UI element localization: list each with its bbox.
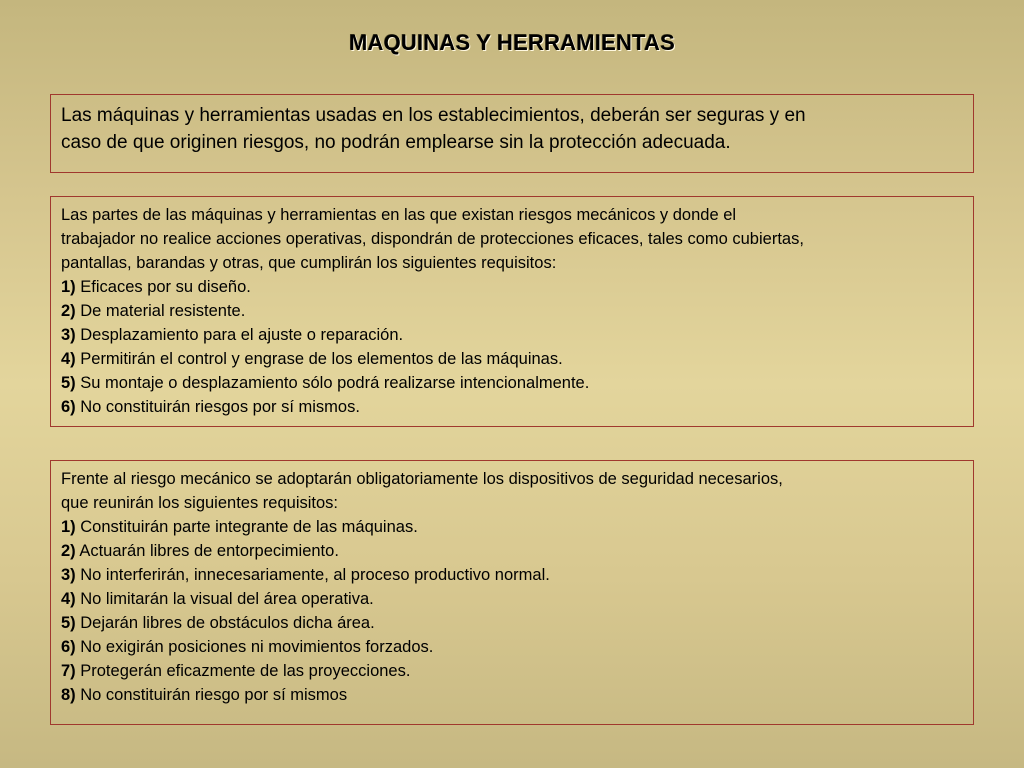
requirement-number: 2) (61, 302, 76, 320)
safety-devices-box (50, 460, 974, 725)
safety-requirement-text: Constituirán parte integrante de las máquinas. (75, 518, 418, 536)
requirement-number: 5) (61, 374, 76, 392)
safety-requirement-item (61, 587, 963, 611)
safety-requirement-number: 4) (61, 590, 76, 608)
intro-line: caso de que originen riesgos, no podrán emplearse sin la protección adecuada. (61, 132, 731, 153)
requirement-item (61, 275, 963, 299)
safety-requirement-item (61, 611, 963, 635)
requirement-item (61, 371, 963, 395)
requirement-text: No constituirán riesgos por sí mismos. (75, 398, 360, 416)
safety-requirement-text: No interferirán, innecesariamente, al proceso productivo normal. (75, 566, 550, 584)
safety-requirement-number: 6) (61, 638, 76, 656)
protections-intro-line: Las partes de las máquinas y herramientas en las que existan riesgos mecánicos y donde el (61, 206, 737, 224)
protections-box (50, 196, 974, 427)
requirement-text: De material resistente. (75, 302, 246, 320)
safety-requirement-item (61, 539, 963, 563)
safety-requirement-number: 2) (61, 542, 76, 560)
safety-requirement-item (61, 659, 963, 683)
requirement-number: 1) (61, 278, 76, 296)
safety-requirement-number: 1) (61, 518, 76, 536)
safety-intro-line: que reunirán los siguientes requisitos: (61, 494, 338, 512)
requirement-number: 4) (61, 350, 76, 368)
safety-requirement-number: 8) (61, 686, 76, 704)
requirement-item (61, 347, 963, 371)
safety-requirement-item (61, 515, 963, 539)
requirement-number: 6) (61, 398, 76, 416)
safety-requirement-number: 3) (61, 566, 76, 584)
safety-requirement-text: No exigirán posiciones ni movimientos forzados. (75, 638, 434, 656)
safety-requirement-text: Dejarán libres de obstáculos dicha área. (75, 614, 375, 632)
safety-requirement-text: No limitarán la visual del área operativa. (75, 590, 374, 608)
safety-requirement-text: Actuarán libres de entorpecimiento. (75, 542, 339, 560)
safety-intro-line: Frente al riesgo mecánico se adoptarán obligatoriamente los dispositivos de seguridad necesarios, (61, 470, 783, 488)
requirement-text: Desplazamiento para el ajuste o reparación. (75, 326, 404, 344)
safety-requirement-number: 7) (61, 662, 76, 680)
safety-requirement-item (61, 635, 963, 659)
protections-intro-line: pantallas, barandas y otras, que cumplirán los siguientes requisitos: (61, 254, 557, 272)
safety-requirement-number: 5) (61, 614, 76, 632)
intro-box (50, 94, 974, 173)
safety-requirement-text: Protegerán eficazmente de las proyecciones. (75, 662, 411, 680)
safety-requirement-item (61, 563, 963, 587)
safety-requirement-text: No constituirán riesgo por sí mismos (75, 686, 348, 704)
requirement-item (61, 323, 963, 347)
safety-requirement-item (61, 683, 963, 707)
requirement-text: Permitirán el control y engrase de los elementos de las máquinas. (75, 350, 563, 368)
requirement-text: Eficaces por su diseño. (75, 278, 251, 296)
requirement-number: 3) (61, 326, 76, 344)
requirement-item (61, 299, 963, 323)
slide-title: MAQUINAS Y HERRAMIENTAS (348, 30, 676, 55)
intro-line: Las máquinas y herramientas usadas en los establecimientos, deberán ser seguras y en (61, 105, 806, 126)
protections-intro-line: trabajador no realice acciones operativas, dispondrán de protecciones eficaces, tales como cubiertas, (61, 230, 804, 248)
requirement-text: Su montaje o desplazamiento sólo podrá realizarse intencionalmente. (75, 374, 590, 392)
requirement-item (61, 395, 963, 419)
